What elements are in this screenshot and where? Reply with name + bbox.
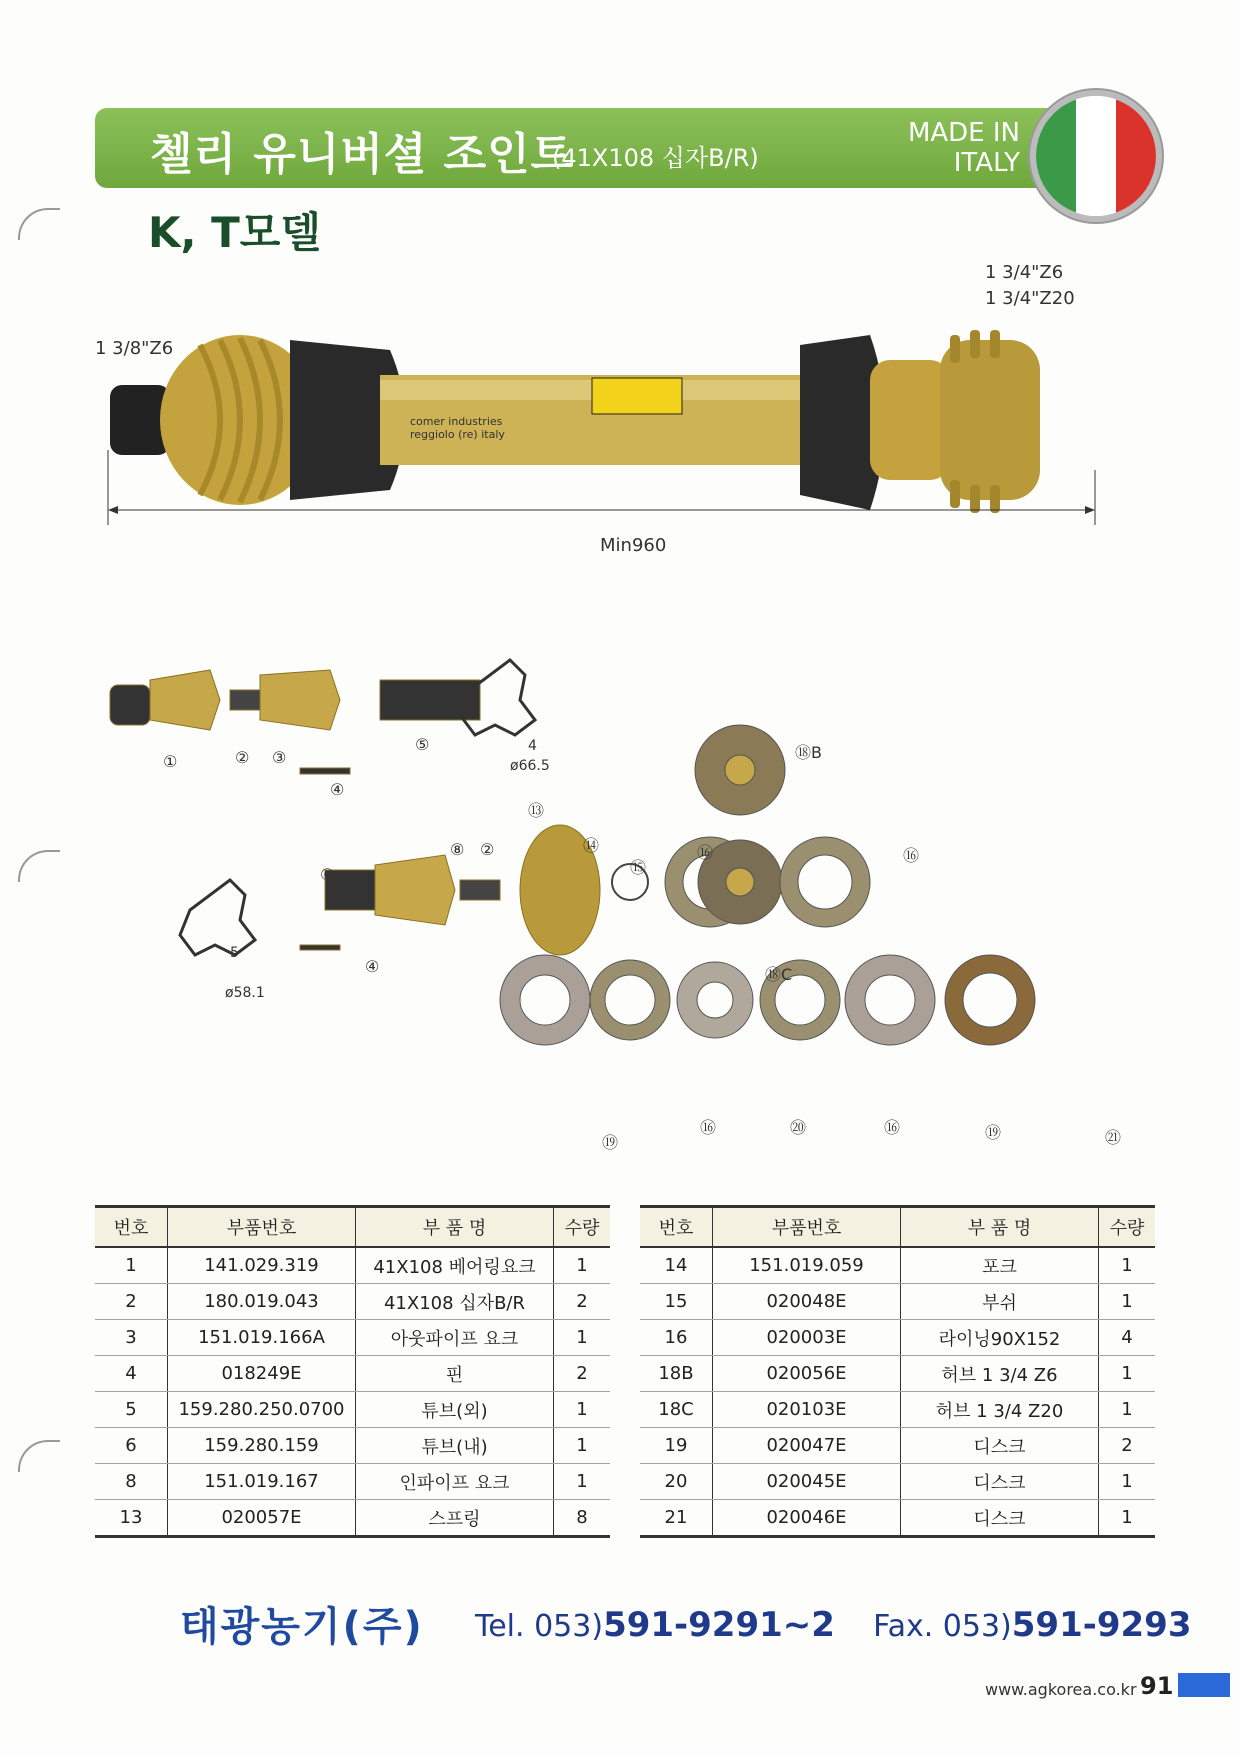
table-row: [95, 1247, 610, 1284]
company-name: 태광농기(주): [180, 1604, 424, 1650]
callout-15: ⑮: [630, 858, 647, 877]
tube-brand-text: comer industries: [410, 415, 503, 428]
callout-5: ⑤: [415, 735, 430, 754]
callout-2b: ②: [480, 840, 495, 859]
cell-no: 13: [95, 1500, 168, 1537]
cell-part-no: 151.019.167: [168, 1464, 356, 1500]
cell-qty: 1: [1099, 1284, 1156, 1320]
cell-name: 41X108 십자B/R: [356, 1284, 554, 1320]
tel-label: Tel. 053): [475, 1609, 604, 1644]
outer-tube-dim-wall: 4: [528, 738, 537, 754]
cell-part-no: 159.280.159: [168, 1428, 356, 1464]
table-row: [95, 1392, 610, 1428]
col-header-name: 부 품 명: [356, 1207, 554, 1248]
inner-tube-dim-dia: ø58.1: [225, 985, 265, 1001]
exploded-parts-diagram: [100, 650, 1160, 1160]
page-subtitle: (41X108 십자B/R): [552, 144, 759, 172]
cell-qty: 8: [554, 1500, 611, 1537]
cell-qty: 2: [1099, 1428, 1156, 1464]
callout-13: ⑬: [528, 801, 545, 820]
cell-name: 디스크: [901, 1428, 1099, 1464]
cell-no: 1: [95, 1247, 168, 1284]
website-link[interactable]: www.agkorea.co.kr: [985, 1680, 1137, 1699]
cell-name: 허브 1 3/4 Z6: [901, 1356, 1099, 1392]
callout-21: ㉑: [1105, 1128, 1122, 1147]
col-header-part-no: 부품번호: [713, 1207, 901, 1248]
callout-20: ⑳: [790, 1118, 807, 1137]
table-row: [95, 1500, 610, 1537]
page-tab-marker: [1178, 1673, 1230, 1697]
col-header-qty: 수량: [554, 1207, 611, 1248]
cell-qty: 1: [554, 1392, 611, 1428]
cell-no: 18B: [640, 1356, 713, 1392]
made-in-label: MADE IN ITALY: [907, 118, 1020, 178]
callout-16c: ⑯: [700, 1118, 717, 1137]
table-row: [95, 1284, 610, 1320]
callout-19b: ⑲: [985, 1123, 1002, 1142]
cell-name: 라이닝90X152: [901, 1320, 1099, 1356]
cell-part-no: 020103E: [713, 1392, 901, 1428]
fax-number: 591-9293: [1011, 1605, 1192, 1645]
cell-part-no: 151.019.059: [713, 1247, 901, 1284]
cell-qty: 2: [554, 1356, 611, 1392]
italy-flag-icon: [1030, 90, 1162, 222]
cell-no: 8: [95, 1464, 168, 1500]
col-header-no: 번호: [640, 1207, 713, 1248]
callout-16: ⑯: [697, 843, 714, 862]
callout-4b: ④: [365, 957, 380, 976]
cell-name: 핀: [356, 1356, 554, 1392]
cell-part-no: 159.280.250.0700: [168, 1392, 356, 1428]
callout-18c: ⑱C: [765, 965, 793, 984]
min-length-label: Min960: [600, 535, 667, 556]
table-row: [95, 1428, 610, 1464]
tube-brand-text: reggiolo (re) italy: [410, 428, 505, 441]
contact-line: [475, 1605, 1191, 1645]
callout-3: ③: [272, 748, 287, 767]
cell-qty: 2: [554, 1284, 611, 1320]
cell-no: 5: [95, 1392, 168, 1428]
cell-qty: 1: [1099, 1392, 1156, 1428]
cell-part-no: 020048E: [713, 1284, 901, 1320]
tel-number: 591-9291~2: [603, 1605, 835, 1645]
callout-14: ⑭: [583, 836, 600, 855]
cell-qty: 1: [554, 1247, 611, 1284]
fax-label: Fax. 053): [873, 1609, 1012, 1644]
cell-name: 디스크: [901, 1500, 1099, 1537]
cell-no: 15: [640, 1284, 713, 1320]
cell-no: 21: [640, 1500, 713, 1537]
col-header-name: 부 품 명: [901, 1207, 1099, 1248]
cell-no: 20: [640, 1464, 713, 1500]
table-row: [95, 1464, 610, 1500]
table-row: [95, 1356, 610, 1392]
cell-name: 41X108 베어링요크: [356, 1247, 554, 1284]
cell-no: 2: [95, 1284, 168, 1320]
col-header-qty: 수량: [1099, 1207, 1156, 1248]
cell-qty: 1: [554, 1464, 611, 1500]
cell-name: 허브 1 3/4 Z20: [901, 1392, 1099, 1428]
callout-2: ②: [235, 748, 250, 767]
cell-part-no: 020056E: [713, 1356, 901, 1392]
cell-name: 스프링: [356, 1500, 554, 1537]
col-header-part-no: 부품번호: [168, 1207, 356, 1248]
cell-part-no: 020046E: [713, 1500, 901, 1537]
cell-qty: 1: [1099, 1247, 1156, 1284]
binder-hole-mark: [18, 1440, 60, 1472]
cell-name: 인파이프 요크: [356, 1464, 554, 1500]
col-header-no: 번호: [95, 1207, 168, 1248]
cell-no: 18C: [640, 1392, 713, 1428]
right-spline-label-2: 1 3/4"Z20: [985, 288, 1075, 309]
cell-part-no: 141.029.319: [168, 1247, 356, 1284]
cell-no: 3: [95, 1320, 168, 1356]
cell-name: 아웃파이프 요크: [356, 1320, 554, 1356]
callout-4: ④: [330, 780, 345, 799]
parts-table-right: [640, 1205, 1155, 1538]
cell-name: 디스크: [901, 1464, 1099, 1500]
cell-part-no: 020047E: [713, 1428, 901, 1464]
inner-tube-dim-wall: 5: [230, 945, 239, 961]
cell-part-no: 020045E: [713, 1464, 901, 1500]
page-title: 첼리 유니버셜 조인트: [150, 129, 575, 180]
callout-18b: ⑱B: [795, 743, 822, 762]
table-row: [95, 1320, 610, 1356]
table-row: [640, 1500, 1155, 1537]
callout-16b: ⑯: [903, 846, 920, 865]
table-row: [640, 1284, 1155, 1320]
callout-1: ①: [163, 752, 178, 771]
table-row: [640, 1428, 1155, 1464]
cell-name: 튜브(외): [356, 1392, 554, 1428]
callout-16d: ⑯: [884, 1118, 901, 1137]
page-number: 91: [1140, 1672, 1174, 1700]
cell-part-no: 018249E: [168, 1356, 356, 1392]
binder-hole-mark: [18, 850, 60, 882]
parts-table-left: [95, 1205, 610, 1538]
model-heading: K, T모델: [148, 208, 321, 257]
table-row: [640, 1392, 1155, 1428]
cell-no: 16: [640, 1320, 713, 1356]
cell-qty: 1: [554, 1320, 611, 1356]
cell-qty: 1: [554, 1428, 611, 1464]
table-row: [640, 1247, 1155, 1284]
callout-6: ⑥: [320, 865, 335, 884]
cell-qty: 1: [1099, 1500, 1156, 1537]
cell-no: 6: [95, 1428, 168, 1464]
cell-part-no: 151.019.166A: [168, 1320, 356, 1356]
cell-qty: 1: [1099, 1464, 1156, 1500]
cell-name: 튜브(내): [356, 1428, 554, 1464]
cell-part-no: 020003E: [713, 1320, 901, 1356]
cell-name: 포크: [901, 1247, 1099, 1284]
cell-no: 19: [640, 1428, 713, 1464]
binder-hole-mark: [18, 208, 60, 240]
cell-name: 부쉬: [901, 1284, 1099, 1320]
cell-part-no: 020057E: [168, 1500, 356, 1537]
outer-tube-dim-dia: ø66.5: [510, 758, 550, 774]
right-spline-label-1: 1 3/4"Z6: [985, 262, 1064, 283]
cell-qty: 1: [1099, 1356, 1156, 1392]
table-row: [640, 1464, 1155, 1500]
callout-8: ⑧: [450, 840, 465, 859]
cell-no: 14: [640, 1247, 713, 1284]
callout-19: ⑲: [602, 1133, 619, 1152]
cell-qty: 4: [1099, 1320, 1156, 1356]
left-spline-label: 1 3/8"Z6: [95, 338, 174, 359]
cell-part-no: 180.019.043: [168, 1284, 356, 1320]
table-row: [640, 1320, 1155, 1356]
table-row: [640, 1356, 1155, 1392]
cell-no: 4: [95, 1356, 168, 1392]
